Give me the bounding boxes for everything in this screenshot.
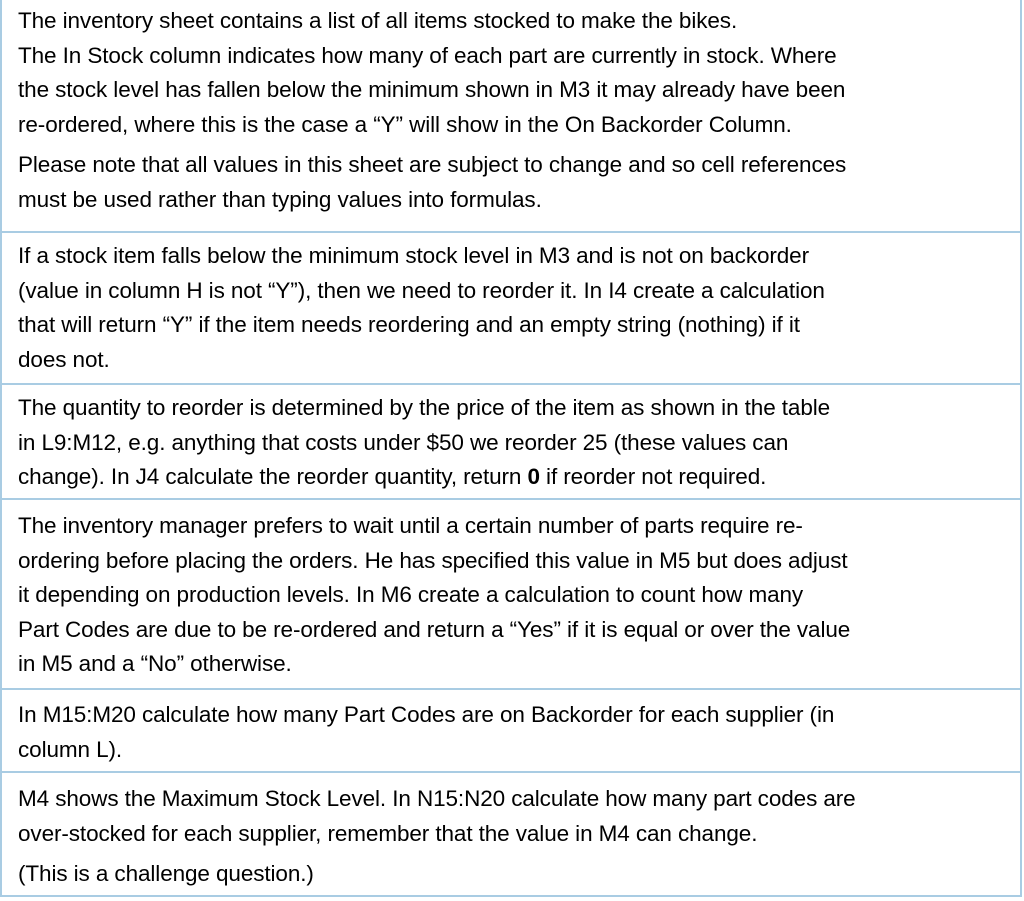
row3-line-3 [18,460,1020,495]
row1-line-1: The inventory sheet contains a list of all items stocked to make the bikes. [18,8,738,33]
row4-line-2: ordering before placing the orders. He has specified this value in M5 but does adjust [18,547,848,573]
row1-line-4: re-ordered, where this is the case a “Y” will show in the On Backorder Column. [18,111,792,137]
instruction-row-2 [2,231,1020,383]
row1-line-2: The In Stock column indicates how many of each part are currently in stock. Where [18,42,837,68]
row2-line-3: that will return “Y” if the item needs reordering and an empty string (nothing) if it [18,312,800,337]
row3-line-1: The quantity to reorder is determined by the price of the item as shown in the table [18,395,831,420]
row2-line-1: If a stock item falls below the minimum stock level in M3 and is not on backorder [18,243,809,268]
row4-line-3: it depending on production levels. In M6 create a calculation to count how many [18,582,804,607]
row3-line-3-bold-zero: 0 [527,464,540,489]
row2-line-2: (value in column H is not “Y”), then we need to reorder it. In I4 create a calculation [18,277,825,303]
row2-line-4: does not. [18,346,110,372]
row1-line-5: Please note that all values in this sheet are subject to change and so cell references [18,152,847,177]
instruction-row-3 [2,383,1020,498]
row4-line-1: The inventory manager prefers to wait until a certain number of parts require re- [18,513,803,538]
row6-line-3: (This is a challenge question.) [18,861,314,886]
row4-line-4: Part Codes are due to be re-ordered and return a “Yes” if it is equal or over the value [18,616,851,642]
row1-line-6: must be used rather than typing values into formulas. [18,186,542,212]
row6-line-2: over-stocked for each supplier, remember that the value in M4 can change. [18,820,758,846]
row3-line-3-after: if reorder not required. [539,464,767,489]
row3-line-3-before: change). In J4 calculate the reorder quantity, return [18,464,528,489]
instruction-row-1 [2,4,1020,229]
row5-line-1: In M15:M20 calculate how many Part Codes are on Backorder for each supplier (in [18,702,835,727]
row1-line-3: the stock level has fallen below the minimum shown in M3 it may already have been [18,77,846,102]
instruction-row-6 [2,771,1020,895]
row4-line-5: in M5 and a “No” otherwise. [18,651,292,676]
row5-line-2: column L). [18,736,123,762]
row6-line-1: M4 shows the Maximum Stock Level. In N15:N20 calculate how many part codes are [18,786,856,811]
instruction-row-5 [2,688,1020,771]
row3-line-2: in L9:M12, e.g. anything that costs under $50 we reorder 25 (these values can [18,429,789,455]
instruction-row-4 [2,498,1020,688]
